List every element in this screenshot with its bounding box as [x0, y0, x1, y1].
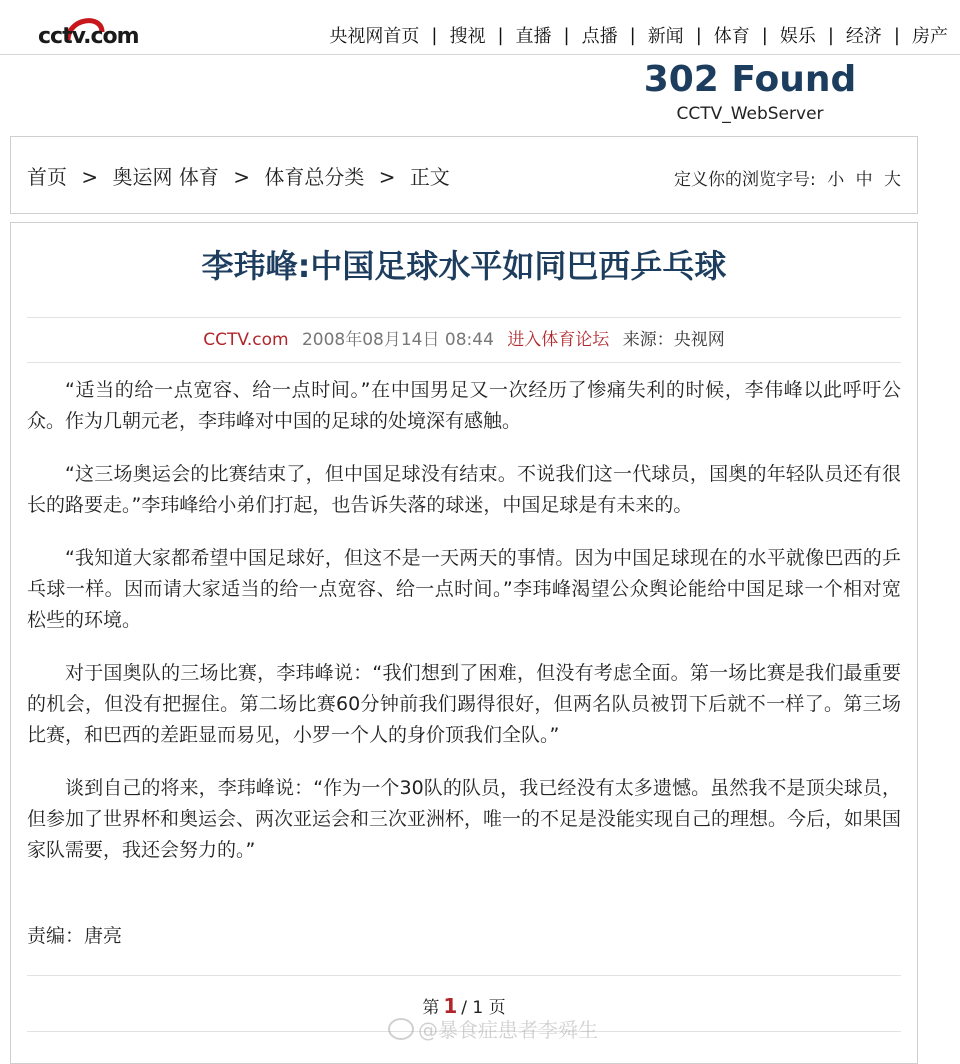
- error-server: CCTV_WebServer: [676, 104, 824, 124]
- breadcrumb-home[interactable]: 首页: [27, 165, 67, 189]
- breadcrumb-current: 正文: [409, 165, 450, 189]
- error-title: 302 Found: [643, 59, 857, 100]
- breadcrumb-box: [10, 136, 918, 214]
- article-date: 2008年08月14日 08:44: [301, 330, 494, 350]
- article-editor: 责编：唐亮: [27, 925, 123, 947]
- nav-separator: |: [893, 24, 900, 46]
- pager-suffix: / 1 页: [461, 998, 506, 1018]
- nav-separator: |: [497, 24, 504, 46]
- article-paragraph: 谈到自己的将来，李玮峰说：“作为一个30队的队员，我已经没有太多遗憾。虽然我不是顶尖球员，但参加了世界杯和奥运会、两次亚运会和三次亚洲杯，唯一的不足是没能实现自己的理想。今后，如果国家队需要，我还会努力的。”: [27, 777, 902, 861]
- pager-prefix: 第: [422, 998, 440, 1018]
- nav-sports[interactable]: 体育: [713, 26, 750, 47]
- font-size-small[interactable]: 小: [827, 170, 845, 190]
- nav-realestate[interactable]: 房产: [912, 26, 948, 47]
- article-meta: [27, 317, 901, 363]
- article-paragraph: “这三场奥运会的比赛结束了，但中国足球没有结束。不说我们这一代球员，国奥的年轻队员还有很长的路要走。”李玮峰给小弟们打起，也告诉失落的球迷，中国足球是有未来的。: [27, 463, 901, 516]
- article-paragraph: “适当的给一点宽容、给一点时间。”在中国男足又一次经历了惨痛失利的时候，李伟峰以此呼吁公众。作为几朝元老，李玮峰对中国的足球的处境深有感触。: [27, 379, 901, 432]
- weibo-icon: [388, 1018, 414, 1040]
- nav-separator: |: [431, 24, 438, 46]
- font-size-prompt: 定义你的浏览字号:: [674, 170, 816, 190]
- breadcrumb-separator: >: [378, 165, 396, 189]
- nav-separator: |: [761, 24, 768, 46]
- nav-vod[interactable]: 点播: [581, 26, 618, 47]
- article-body: [27, 375, 901, 888]
- forum-link[interactable]: 进入体育论坛: [507, 330, 610, 350]
- breadcrumb: [27, 161, 450, 190]
- nav-live[interactable]: 直播: [515, 26, 552, 47]
- breadcrumb-separator: >: [233, 165, 250, 189]
- article-site: CCTV.com: [203, 330, 289, 350]
- top-navigation: [317, 22, 960, 48]
- nav-separator: |: [827, 24, 834, 46]
- article-box: [10, 222, 918, 1064]
- font-size-medium[interactable]: 中: [855, 170, 873, 190]
- nav-news[interactable]: 新闻: [647, 26, 684, 47]
- breadcrumb-sports-category[interactable]: 体育总分类: [264, 165, 365, 189]
- nav-home[interactable]: 央视网首页: [329, 26, 420, 47]
- nav-separator: |: [629, 24, 636, 46]
- font-size-large[interactable]: 大: [884, 170, 901, 190]
- article-title: 李玮峰:中国足球水平如同巴西乒乓球: [201, 247, 727, 285]
- font-size-selector: [674, 165, 901, 190]
- logo-text: cctv.com: [38, 24, 139, 49]
- divider: [27, 975, 901, 976]
- article-source: 来源：央视网: [622, 330, 725, 350]
- pager-current[interactable]: 1: [443, 994, 458, 1018]
- article-paragraph: “我知道大家都希望中国足球好，但这不是一天两天的事情。因为中国足球现在的水平就像巴西的乒乓球一样。因而请大家适当的给一点宽容、给一点时间。”李玮峰渴望公众舆论能给中国足球一个相对宽松些的环境。: [27, 547, 901, 631]
- breadcrumb-separator: >: [81, 165, 99, 189]
- nav-economy[interactable]: 经济: [845, 26, 882, 47]
- watermark: [388, 1014, 598, 1043]
- article-paragraph: 对于国奥队的三场比赛，李玮峰说：“我们想到了困难，但没有考虑全面。第一场比赛是我们最重要的机会，但没有把握住。第二场比赛60分钟前我们踢得很好，但两名队员被罚下后就不一样了。第三场比赛，和巴西的差距显而易见，小罗一个人的身价顶我们全队。”: [27, 662, 901, 746]
- error-banner: [640, 58, 860, 124]
- top-bar: [0, 0, 960, 55]
- cctv-logo[interactable]: [38, 8, 158, 48]
- nav-separator: |: [563, 24, 570, 46]
- nav-search[interactable]: 搜视: [449, 26, 486, 47]
- nav-entertainment[interactable]: 娱乐: [779, 26, 816, 47]
- watermark-text: @暴食症患者李舜生: [418, 1018, 598, 1042]
- breadcrumb-olympic-sports[interactable]: 奥运网 体育: [112, 165, 219, 189]
- nav-separator: |: [695, 24, 702, 46]
